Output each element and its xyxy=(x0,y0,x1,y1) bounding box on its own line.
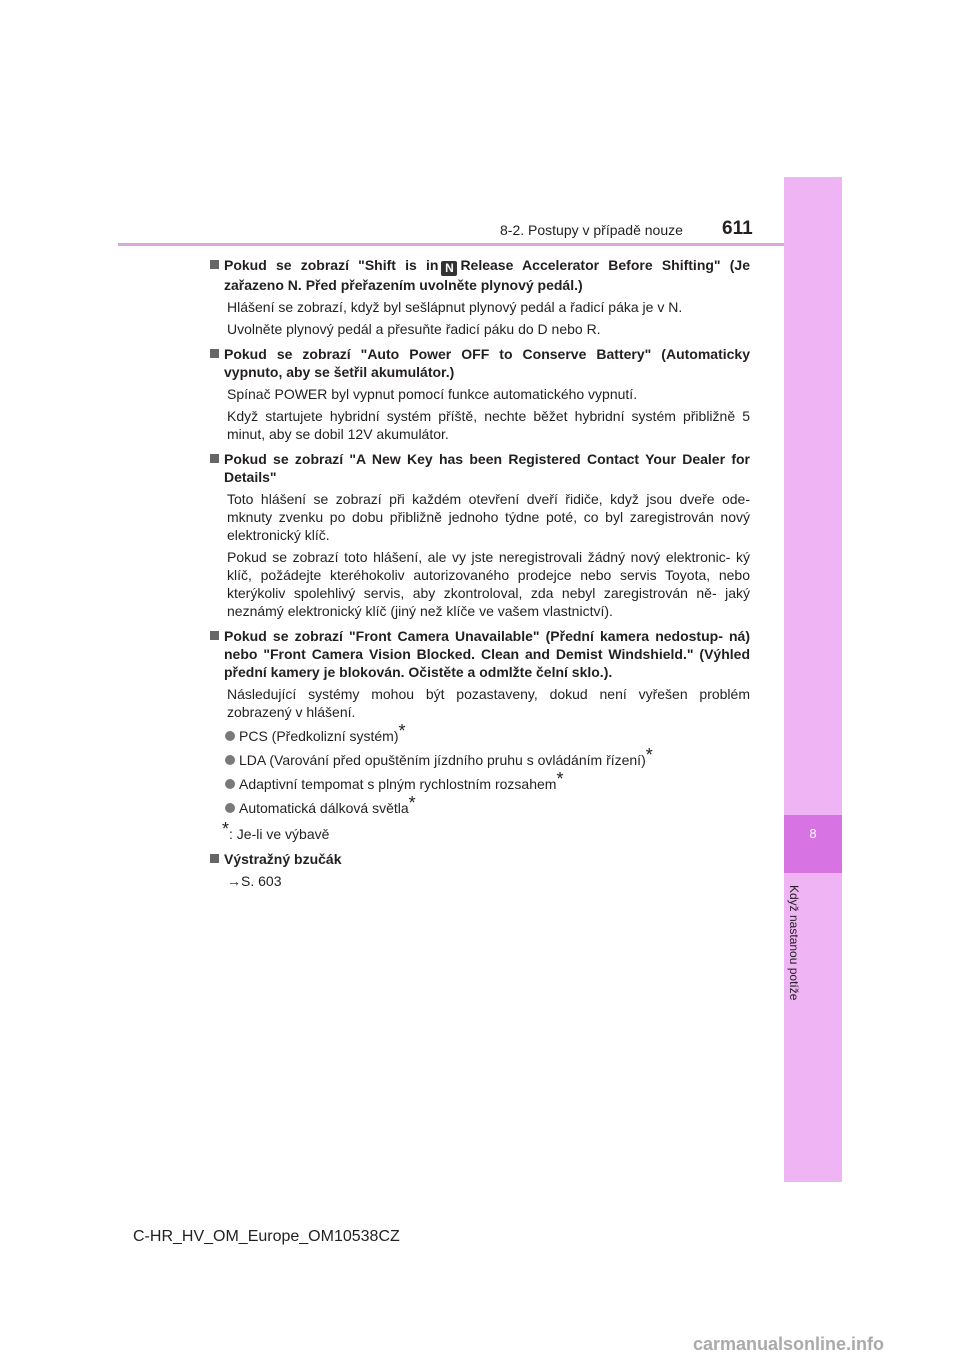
paragraph: Následující systémy mohou být pozastaveny, dokud není vyřešen problém zobrazený v hlášení. xyxy=(227,686,750,720)
paragraph: Toto hlášení se zobrazí při každém otevření dveří řidiče, když jsou dveře ode- mknuty zvenku po dobu přibližně jednoho týdne poté, co byl zaregistrován nový elektronický klíč. xyxy=(227,491,750,543)
heading-text: Pokud se zobrazí "Front Camera Unavailable" (Přední kamera nedostup- ná) nebo "Front Camera Vision Blocked. Clean and Demist Windshield." (Výhled přední kamery je blokován. Očistěte a odmlžte čelní sklo.). xyxy=(224,628,750,680)
list-item-text: Adaptivní tempomat s plným rychlostním rozsahem xyxy=(239,776,557,792)
page-number: 611 xyxy=(722,218,753,239)
page-reference-link[interactable]: →S. 603 xyxy=(227,873,282,889)
circle-bullet-icon xyxy=(225,803,235,813)
list-item-text: Automatická dálková světla xyxy=(239,800,409,816)
circle-bullet-icon xyxy=(225,779,235,789)
list-item xyxy=(210,769,750,793)
section-shift-in-n xyxy=(210,256,750,338)
square-bullet-icon xyxy=(210,631,219,640)
section-heading xyxy=(210,345,750,381)
gear-n-indicator-icon: N xyxy=(441,261,457,276)
footnote-mark: * xyxy=(556,769,564,789)
section-heading xyxy=(210,450,750,486)
circle-bullet-icon xyxy=(225,731,235,741)
header-rule xyxy=(118,243,784,246)
paragraph: Když startujete hybridní systém příště, nechte běžet hybridní systém přibližně 5 minut, aby se dobil 12V akumulátor. xyxy=(227,408,750,442)
watermark: carmanualsonline.info xyxy=(693,1334,885,1354)
heading-text: Výstražný bzučák xyxy=(224,851,342,867)
chapter-side-tab xyxy=(784,177,842,1182)
list-item-text: LDA (Varování před opuštěním jízdního pruhu s ovládáním řízení) xyxy=(239,752,646,768)
chapter-number-box xyxy=(784,815,842,873)
square-bullet-icon xyxy=(210,349,219,358)
page-content xyxy=(210,256,750,897)
list-item xyxy=(210,793,750,817)
heading-text: Pokud se zobrazí "A New Key has been Registered Contact Your Dealer for Details" xyxy=(224,451,750,485)
footnote xyxy=(210,819,750,843)
square-bullet-icon xyxy=(210,454,219,463)
document-footer-code: C-HR_HV_OM_Europe_OM10538CZ xyxy=(133,1228,400,1245)
list-item xyxy=(210,745,750,769)
section-auto-power-off xyxy=(210,345,750,443)
section-heading xyxy=(210,627,750,681)
heading-text-b: Release Accelerator Before Shifting" (Je zařazeno N. Před přeřazením uvolněte plynový pedál.) xyxy=(224,257,750,293)
footnote-text: : Je-li ve výbavě xyxy=(229,826,330,842)
section-warning-buzzer xyxy=(210,850,750,890)
footnote-mark: * xyxy=(408,793,416,813)
list-item-text: PCS (Předkolizní systém) xyxy=(239,728,399,744)
heading-text: Pokud se zobrazí "Auto Power OFF to Conserve Battery" (Automaticky vypnuto, aby se šetřil akumulátor.) xyxy=(224,346,750,380)
paragraph: Hlášení se zobrazí, když byl sešlápnut plynový pedál a řadicí páka je v N. xyxy=(227,299,683,315)
chapter-title: Když nastanou potíže xyxy=(787,885,801,1001)
paragraph: Pokud se zobrazí toto hlášení, ale vy jste neregistrovali žádný nový elektronic- ký klíč, požádejte kteréhokoliv autorizovaného prodejce nebo servis Toyota, nebo kterýkoliv spolehlivý servis, aby zkontroloval, zda nebyl zaregistrován ně- jaký neznámý elektronický klíč (jiný než klíče ve vašem vlastnictví). xyxy=(227,549,750,619)
section-heading xyxy=(210,256,750,294)
square-bullet-icon xyxy=(210,260,219,269)
circle-bullet-icon xyxy=(225,755,235,765)
paragraph: Spínač POWER byl vypnut pomocí funkce automatického vypnutí. xyxy=(227,386,638,402)
footnote-mark: * xyxy=(222,819,230,839)
square-bullet-icon xyxy=(210,854,219,863)
section-new-key-registered xyxy=(210,450,750,620)
header-section-title: 8-2. Postupy v případě nouze xyxy=(500,222,683,238)
footnote-mark: * xyxy=(398,721,406,741)
footnote-mark: * xyxy=(645,745,653,765)
list-item xyxy=(210,721,750,745)
section-heading xyxy=(210,850,750,868)
chapter-number: 8 xyxy=(809,826,817,841)
paragraph: Uvolněte plynový pedál a přesuňte řadicí páku do D nebo R. xyxy=(227,321,601,337)
heading-text-a: Pokud se zobrazí "Shift is in xyxy=(224,257,439,273)
section-front-camera xyxy=(210,627,750,843)
